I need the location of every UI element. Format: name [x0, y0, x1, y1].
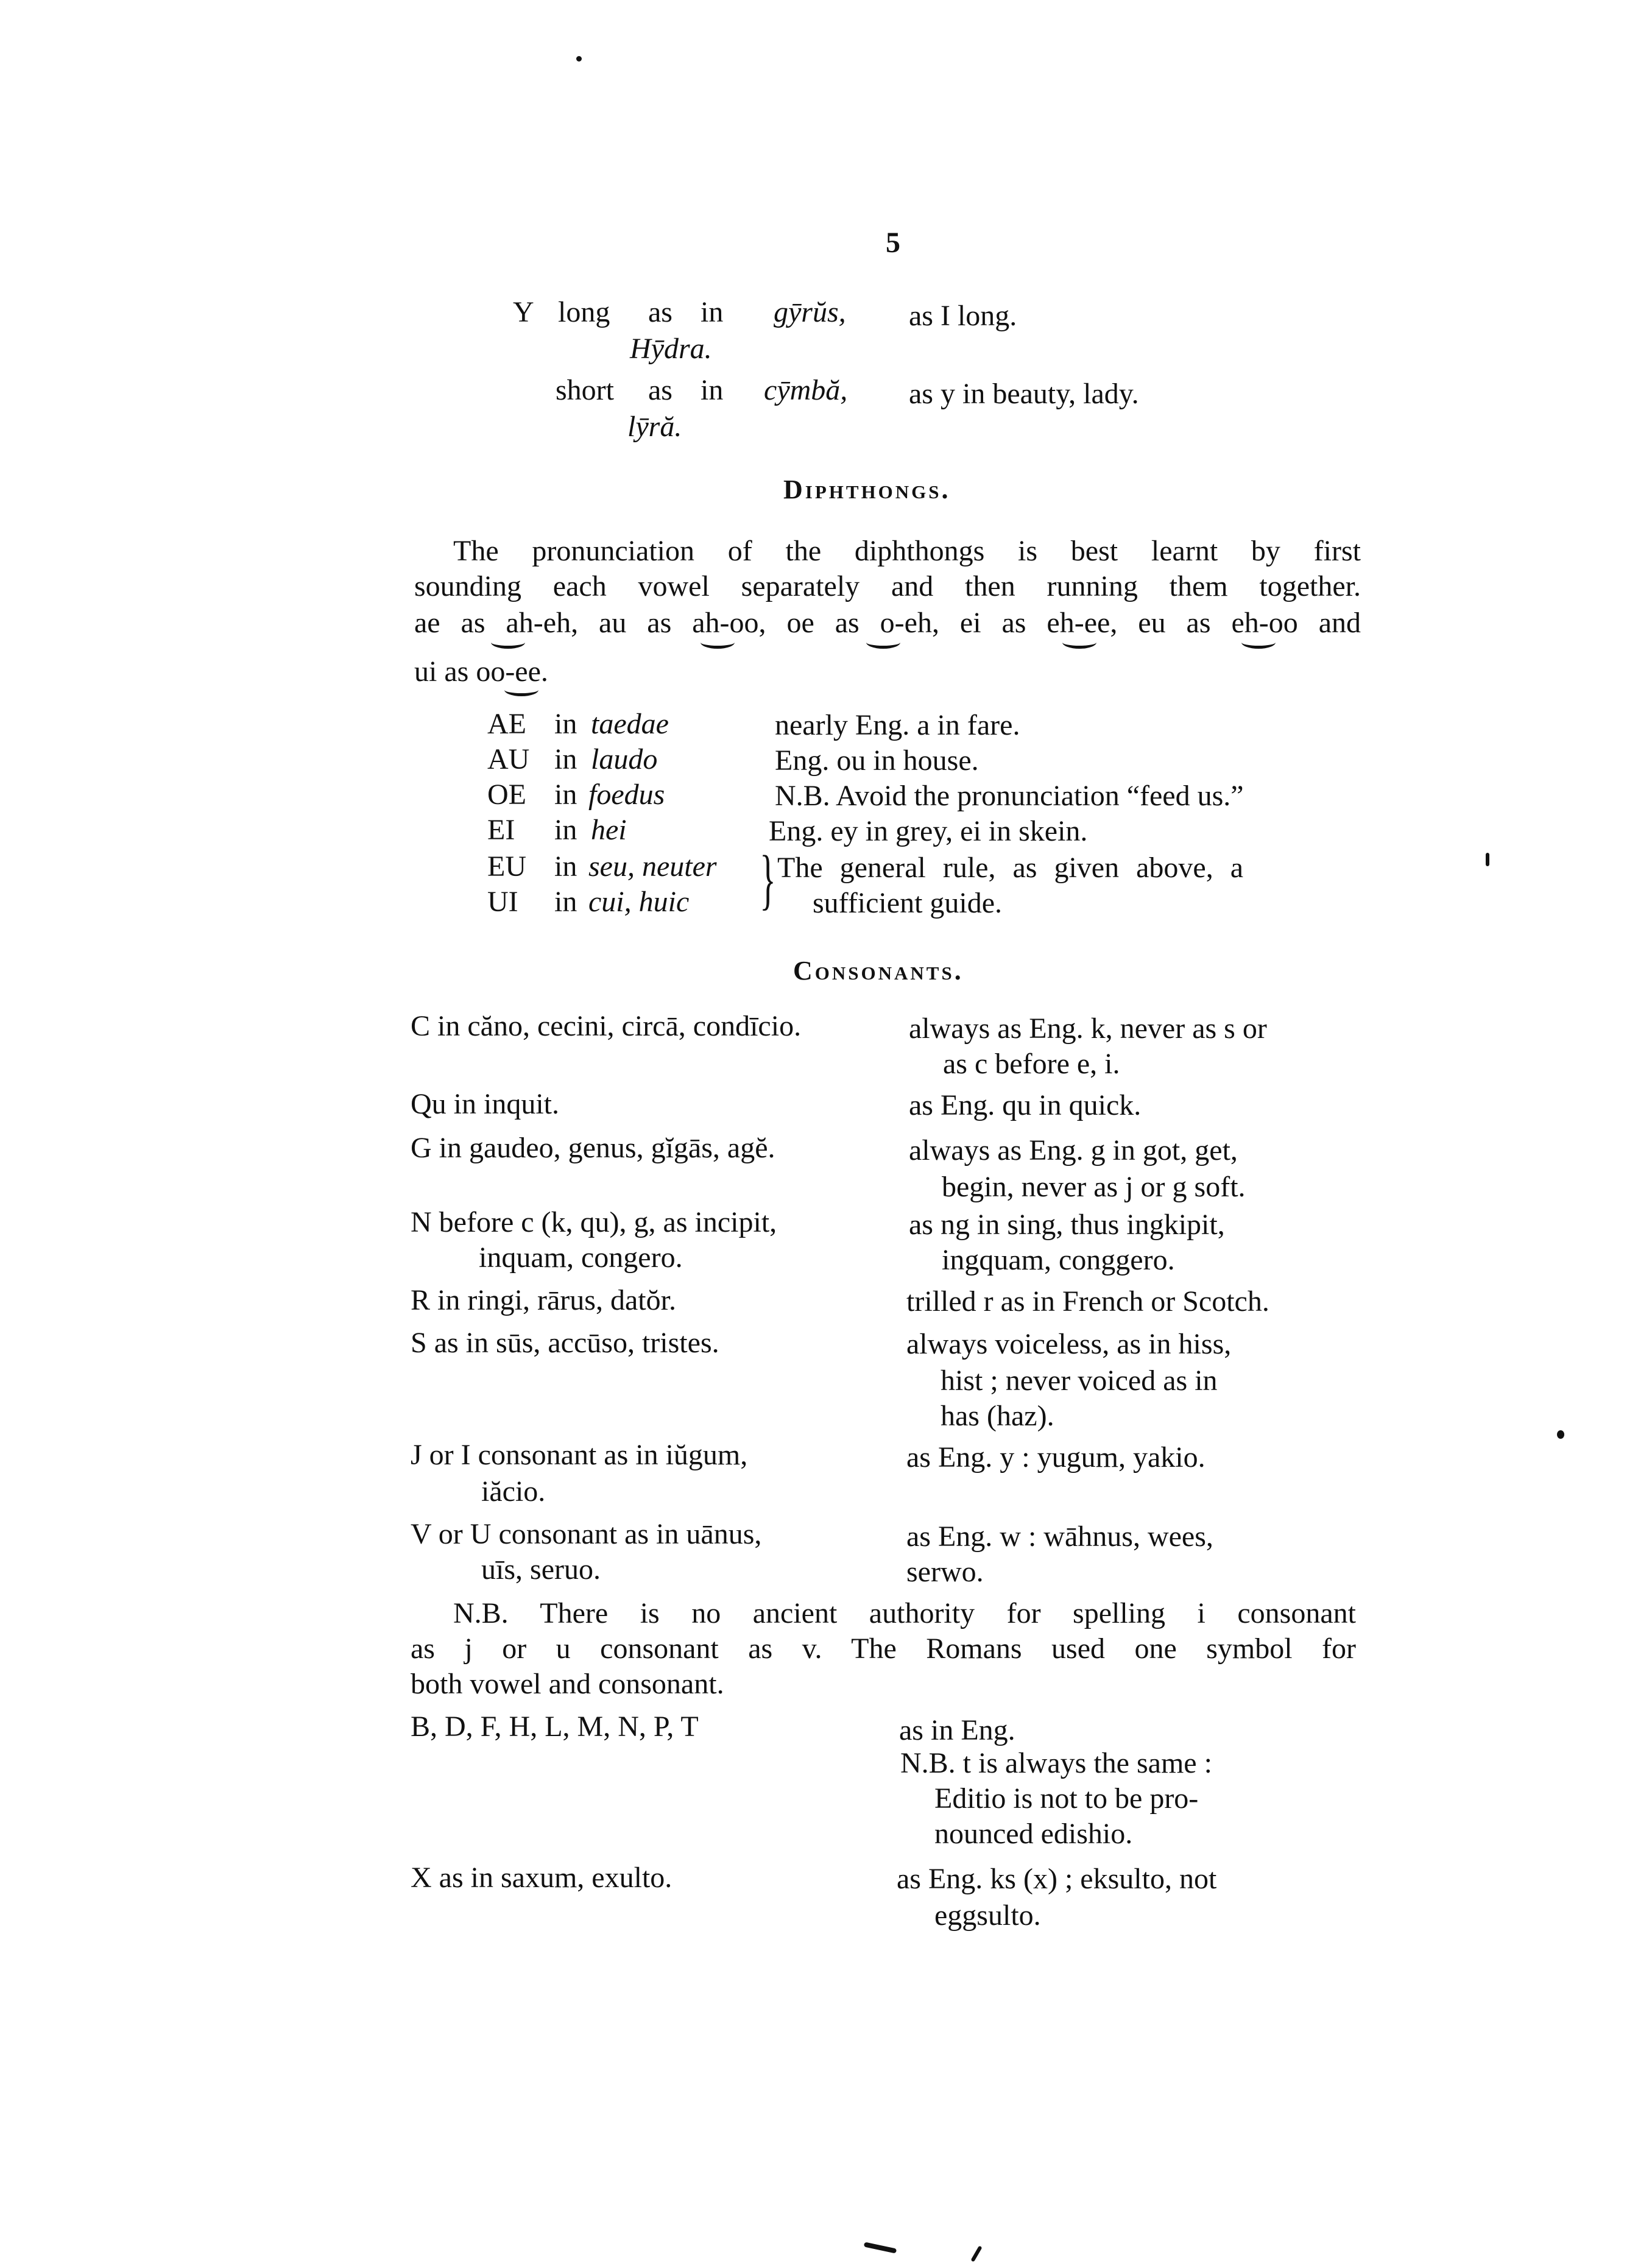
ligature-mark: [1062, 636, 1096, 649]
diphthong-code: EI: [487, 814, 515, 846]
bdf-right: nounced edishio.: [934, 1818, 1133, 1850]
consonant-right: always as Eng. g in got, get,: [909, 1134, 1238, 1167]
consonant-right: trilled r as in French or Scotch.: [906, 1285, 1269, 1318]
grouping-brace: }: [760, 842, 776, 916]
nb-line: both vowel and consonant.: [411, 1668, 724, 1700]
ink-speck: [1557, 1430, 1564, 1439]
diphthong-in: in: [554, 850, 577, 883]
bdf-right: Editio is not to be pro-: [934, 1782, 1199, 1815]
diphthong-note: Eng. ou in house.: [775, 744, 979, 777]
consonant-right: serwo.: [906, 1556, 984, 1588]
diphthong-note: Eng. ey in grey, ei in skein.: [769, 815, 1088, 847]
diphthong-in: in: [554, 743, 577, 775]
diphthong-note: sufficient guide.: [813, 887, 1003, 919]
diphthong-note: nearly Eng. a in fare.: [775, 709, 1020, 741]
consonant-right: as ng in sing, thus ingkipit,: [909, 1209, 1225, 1241]
ligature-mark: [701, 636, 735, 649]
bdf-right: N.B. t is always the same :: [900, 1747, 1212, 1779]
y-long-equivalent: as I long.: [909, 300, 1017, 332]
y-long-label: long: [558, 296, 610, 328]
bdf-right: as in Eng.: [899, 1714, 1015, 1746]
nb-line: N.B. There is no ancient authority for spelling i consonant: [453, 1597, 1356, 1629]
diphthong-example: taedae: [591, 708, 669, 740]
consonant-left: S as in sūs, accūso, tristes.: [411, 1327, 719, 1359]
diphthong-code: AU: [487, 743, 530, 775]
y-short-example-2: lȳră.: [627, 411, 682, 443]
consonants-heading: Consonants.: [793, 956, 964, 986]
diphthong-in: in: [554, 778, 577, 811]
ink-speck: [576, 56, 582, 62]
intro-line: sounding each vowel separately and then running them together.: [414, 570, 1361, 602]
ligature-mark: [491, 636, 525, 649]
diphthong-code: EU: [487, 850, 526, 883]
nb-line: as j or u consonant as v. The Romans used one symbol for: [411, 1632, 1356, 1665]
consonant-left: R in ringi, rārus, datŏr.: [411, 1284, 676, 1316]
consonant-left: inquam, congero.: [479, 1241, 683, 1274]
y-long-example-2: Hȳdra.: [630, 333, 712, 365]
ink-speck: [1486, 853, 1489, 866]
diphthong-code: AE: [487, 708, 526, 740]
consonant-left: V or U consonant as in uānus,: [411, 1518, 762, 1550]
diphthong-example: laudo: [591, 743, 658, 775]
consonant-right: as Eng. w : wāhnus, wees,: [906, 1520, 1213, 1553]
consonant-left: J or I consonant as in iŭgum,: [411, 1439, 748, 1471]
intro-line: The pronunciation of the diphthongs is best learnt by first: [453, 535, 1361, 567]
consonant-right: as c before e, i.: [943, 1048, 1120, 1080]
diphthong-in: in: [554, 814, 577, 846]
ink-speck: [864, 2242, 897, 2253]
consonant-right: ingquam, conggero.: [942, 1244, 1175, 1276]
x-left: X as in saxum, exulto.: [411, 1862, 672, 1894]
consonant-right: always voiceless, as in hiss,: [906, 1328, 1232, 1360]
ink-speck: [970, 2245, 982, 2262]
diphthong-example: hei: [591, 814, 627, 846]
intro-line: ae as ah-eh, au as ah-oo, oe as o-eh, ei as eh-ee, eu as eh-oo and: [414, 607, 1361, 639]
bdf-letters: B, D, F, H, L, M, N, P, T: [411, 1710, 699, 1743]
consonant-right: as Eng. qu in quick.: [909, 1089, 1142, 1121]
consonant-right: hist ; never voiced as in: [941, 1364, 1218, 1397]
consonant-right: begin, never as j or g soft.: [942, 1171, 1246, 1203]
intro-line: ui as oo-ee.: [414, 655, 548, 688]
consonant-left: C in căno, cecini, circā, condīcio.: [411, 1010, 802, 1042]
diphthong-code: UI: [487, 886, 518, 918]
y-short-label: short: [556, 374, 614, 406]
consonant-right: has (haz).: [941, 1400, 1054, 1432]
consonant-left: Qu in inquit.: [411, 1088, 560, 1120]
consonant-left: uīs, seruo.: [481, 1553, 601, 1586]
diphthong-example: cui, huic: [588, 886, 690, 918]
diphthong-note: N.B. Avoid the pronunciation “feed us.”: [775, 780, 1244, 812]
diphthong-code: OE: [487, 778, 526, 811]
diphthongs-heading: Diphthongs.: [783, 475, 951, 504]
consonant-left: iăcio.: [481, 1475, 546, 1508]
consonant-right: always as Eng. k, never as s or: [909, 1012, 1267, 1045]
consonant-left: G in gaudeo, genus, gĭgās, agĕ.: [411, 1132, 775, 1164]
x-right: as Eng. ks (x) ; eksulto, not: [897, 1863, 1217, 1895]
y-short-as-in: as in: [648, 374, 724, 406]
diphthong-example: foedus: [588, 778, 665, 811]
y-long-example-1: gȳrŭs,: [774, 296, 846, 328]
diphthong-note: The general rule, as given above, a: [777, 852, 1244, 884]
ligature-mark: [866, 636, 900, 649]
consonant-left: N before c (k, qu), g, as incipit,: [411, 1206, 777, 1238]
diphthong-example: seu, neuter: [588, 850, 717, 883]
diphthong-in: in: [554, 886, 577, 918]
consonant-right: as Eng. y : yugum, yakio.: [906, 1441, 1205, 1474]
diphthong-in: in: [554, 708, 577, 740]
ligature-mark: [504, 683, 538, 696]
ligature-mark: [1241, 636, 1276, 649]
y-short-equivalent: as y in beauty, lady.: [909, 378, 1139, 410]
page-number: 5: [886, 227, 900, 259]
y-long-as-in: as in: [648, 296, 724, 328]
y-short-example-1: cȳmbă,: [764, 374, 848, 406]
y-letter: Y: [513, 296, 534, 328]
x-right: eggsulto.: [934, 1899, 1041, 1932]
